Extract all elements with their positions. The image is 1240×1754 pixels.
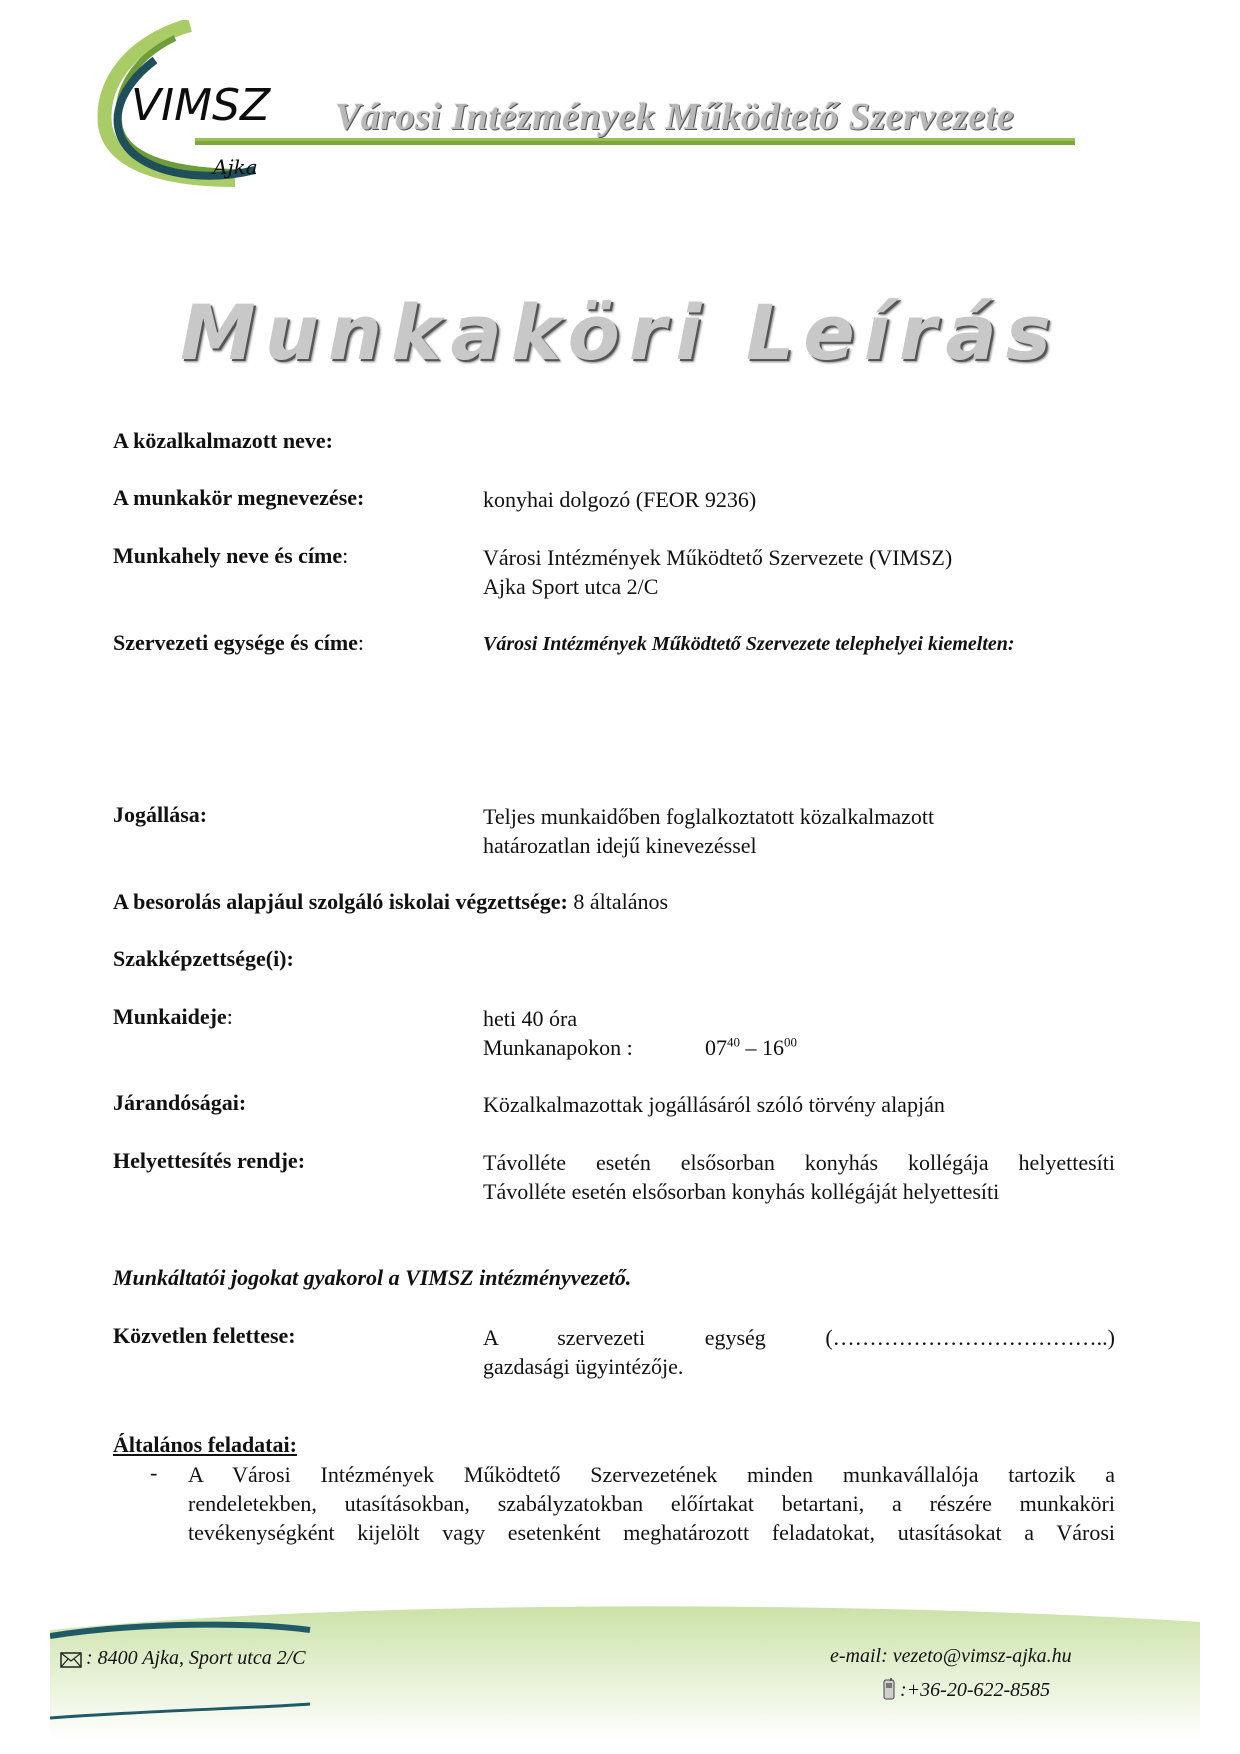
employee-name-label: A közalkalmazott neve: [113, 428, 333, 453]
status-value: Teljes munkaidőben foglalkoztatott közalkalmazott határozatlan idejű kinevezéssel [483, 804, 935, 858]
job-title-value: konyhai dolgozó (FEOR 9236) [483, 487, 757, 512]
footer-decoration [50, 1600, 1200, 1750]
supervisor-label: Közvetlen felettese: [113, 1323, 296, 1348]
substitution-value: Távolléte esetén elsősorban konyhás kollégája helyettesíti Távolléte esetén elsősorban konyhás kollégáját helyettesíti [483, 1150, 1115, 1204]
worktime-value: heti 40 óra Munkanapokon : $07^{40} - 16^{00}$ [483, 1006, 797, 1060]
logo-subtext: Ajka [213, 155, 258, 179]
status-label: Jogállása: [113, 802, 208, 827]
organization-title: Városi Intézmények Működtető Szervezete [335, 96, 1015, 138]
document-title: Munkaköri Leírás [180, 288, 1060, 377]
supervisor-value: A szervezeti egység (………………………………..) gazdasági ügyintézője. [483, 1325, 1115, 1379]
envelope-icon [60, 1652, 82, 1668]
unit-label: Szervezeti egysége és címe: [113, 630, 365, 655]
mobile-phone-icon [882, 1678, 896, 1700]
workplace-value: Városi Intézmények Működtető Szervezete (VIMSZ) Ajka Sport utca 2/C [483, 545, 953, 599]
general-tasks-paragraph: A Városi Intézmények Működtető Szervezetének minden munkavállalója tartozik a rendeletekben, utasításokban, szabályzatokban előírtakat betartani, a részére munkaköri tevékenységként kijelölt vagy esetenként meghatározott feladatokat, utasításokat a Városi [188, 1462, 1115, 1545]
footer-phone: :+36-20-622-8585 [900, 1679, 1051, 1701]
worktime-label: Munkaideje: [113, 1004, 233, 1029]
job-title-label: A munkakör megnevezése: [113, 485, 365, 510]
benefits-value: Közalkalmazottak jogállásáról szóló törvény alapján [483, 1092, 945, 1117]
vimsz-logo [95, 20, 315, 190]
workplace-label: Munkahely neve és címe: [113, 543, 349, 568]
substitution-label: Helyettesítés rendje: [113, 1148, 306, 1173]
footer-email[interactable]: e-mail: vezeto@vimsz-ajka.hu [830, 1645, 1072, 1667]
benefits-label: Járandóságai: [113, 1090, 247, 1115]
general-tasks-heading: Általános feladatai: [113, 1432, 297, 1457]
logo-text: VIMSZ [131, 80, 271, 131]
header-rule [195, 138, 1075, 145]
bullet-dash: - [150, 1460, 158, 1485]
unit-value: Városi Intézmények Működtető Szervezete telephelyei kiemelten: [483, 633, 1015, 655]
qualification-label: Szakképzettsége(i): [113, 946, 294, 971]
footer-address: : 8400 Ajka, Sport utca 2/C [86, 1647, 306, 1669]
education-row: A besorolás alapjául szolgáló iskolai végzettsége: 8 általános [113, 889, 669, 914]
employer-rights: Munkáltatói jogokat gyakorol a VIMSZ intézményvezető. [113, 1265, 632, 1290]
